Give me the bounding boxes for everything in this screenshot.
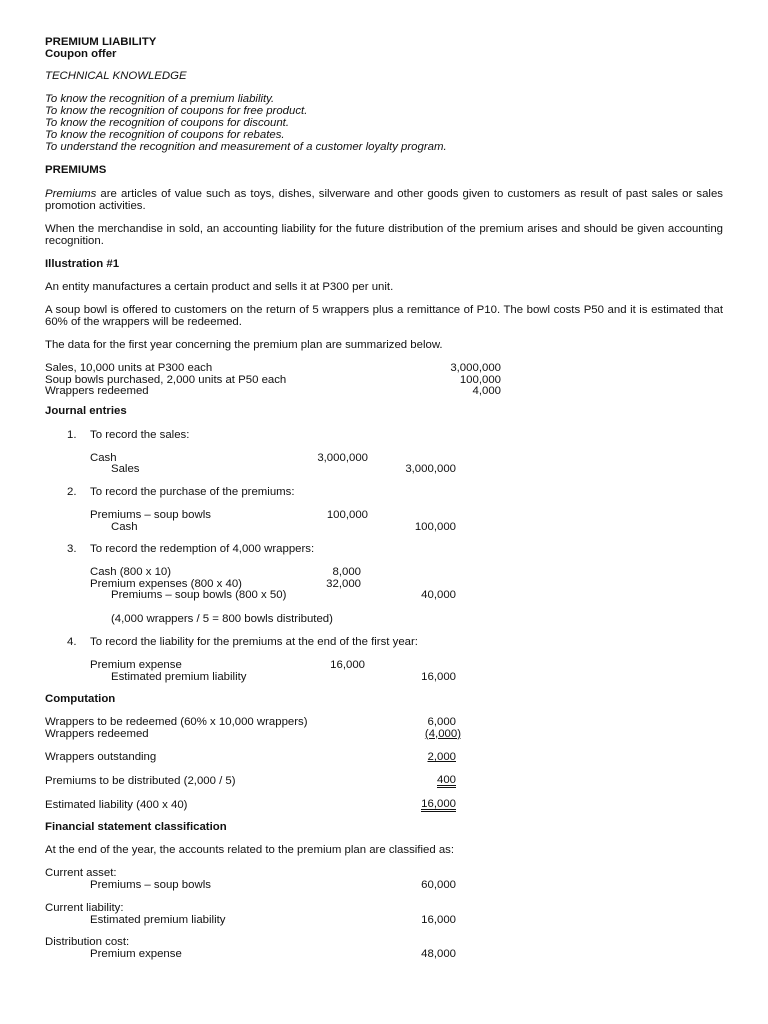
computation-row [45,775,725,787]
account-name: Estimated premium liability [111,670,247,683]
account-name: Premiums – soup bowls (800 x 50) [111,589,287,602]
classification-row [45,948,725,960]
illustration-paragraph: A soup bowl is offered to customers on the return of 5 wrappers plus a remittance of P10. The bowl costs P50 and it is estimated that 60% of the wrappers will be redeemed. [45,304,723,328]
computation-value: 400 [436,773,456,786]
objectives-list [45,93,725,153]
premiums-paragraph: When the merchandise in sold, an accounting liability for the future distribution of the premium arises and should be given accounting recognition. [45,223,723,247]
illustration-paragraph: An entity manufactures a certain product and sells it at P300 per unit. [45,281,394,293]
entry-description: To record the liability for the premiums at the end of the first year: [90,635,418,648]
computation-label: Wrappers redeemed [45,727,149,740]
account-name: Cash [90,451,117,464]
entry-description: To record the sales: [90,428,190,441]
data-label: Sales, 10,000 units at P300 each [45,362,213,374]
journal-entry [45,486,725,498]
classification-group [45,867,725,891]
computation-value: (4,000) [424,727,461,740]
classification-group [45,902,725,926]
page-title: PREMIUM LIABILITY [45,36,157,48]
section-label: TECHNICAL KNOWLEDGE [45,70,187,82]
computation-row [45,751,725,763]
document-page [45,36,725,960]
classification-category: Current asset: [45,867,117,880]
objective-item: To know the recognition of coupons for free product. [45,105,308,117]
classification-group [45,936,725,960]
credit-amount: 40,000 [421,589,456,602]
account-name: Cash [111,520,138,533]
entry-lines [45,452,725,475]
entry-lines [45,659,725,682]
journal-line [45,659,725,671]
credit-amount: 100,000 [414,520,456,533]
entry-number: 2. [67,485,77,498]
debit-amount: 16,000 [330,658,365,671]
entry-note: (4,000 wrappers / 5 = 800 bowls distributed) [111,612,333,625]
entry-number: 4. [67,635,77,648]
classification-category: Distribution cost: [45,936,130,949]
classification-heading: Financial statement classification [45,821,227,834]
entry-lines [45,566,725,601]
computation-label: Estimated liability (400 x 40) [45,798,188,811]
journal-line [45,452,725,464]
objective-item: To know the recognition of coupons for discount. [45,117,289,129]
premiums-term: Premiums [45,188,97,200]
computation-label: Premiums to be distributed (2,000 / 5) [45,774,236,787]
data-value: 100,000 [459,373,501,386]
account-name: Cash (800 x 10) [90,566,172,579]
journal-line [45,463,725,475]
debit-amount: 3,000,000 [317,451,368,464]
debit-amount: 8,000 [332,566,361,579]
computation-label: Wrappers outstanding [45,751,157,764]
journal-entry [45,429,725,441]
objective-item: To know the recognition of a premium liability. [45,93,275,105]
debit-amount: 32,000 [326,577,361,590]
credit-amount: 16,000 [421,670,456,683]
data-value: 4,000 [472,385,501,398]
computation-heading: Computation [45,693,116,706]
illustration-heading: Illustration #1 [45,258,120,270]
classification-row [45,879,725,891]
illustration-data-table [45,362,725,397]
classification-category: Current liability: [45,901,124,914]
account-name: Premiums – soup bowls [90,508,211,521]
journal-line [45,521,725,533]
premiums-definition [45,188,723,212]
journal-line [45,671,725,683]
journal-entry [45,636,725,648]
journal-line [45,566,725,578]
data-value: 3,000,000 [450,362,501,374]
entry-number: 1. [67,428,77,441]
data-label: Soup bowls purchased, 2,000 units at P50 each [45,373,287,386]
classification-value: 16,000 [421,913,456,926]
journal-line [45,509,725,521]
computation-value: 6,000 [427,716,456,729]
entry-description: To record the purchase of the premiums: [90,485,295,498]
entry-number: 3. [67,543,77,556]
journal-line [45,589,725,601]
objective-item: To understand the recognition and measurement of a customer loyalty program. [45,141,447,153]
illustration-paragraph: The data for the first year concerning the premium plan are summarized below. [45,339,443,351]
computation-value: 2,000 [427,751,456,764]
computation-value: 16,000 [421,797,456,810]
account-name: Premium expenses (800 x 40) [90,577,242,590]
objective-item: To know the recognition of coupons for rebates. [45,129,285,141]
account-name: Premium expense [90,658,182,671]
credit-amount: 3,000,000 [405,463,456,476]
classification-row [45,914,725,926]
data-label: Wrappers redeemed [45,385,149,398]
computation-row [45,799,725,811]
entry-lines [45,509,725,532]
premiums-heading: PREMIUMS [45,164,107,176]
premiums-definition-text: are articles of value such as toys, dishes, silverware and other goods given to customers as result of past sales or sales promotion activities. [45,188,723,212]
computation-label: Wrappers to be redeemed (60% x 10,000 wrappers) [45,716,308,729]
computation-table [45,716,725,810]
data-row [45,374,725,386]
entry-description: To record the redemption of 4,000 wrappers: [90,543,315,556]
classification-value: 48,000 [421,948,456,961]
computation-row [45,716,725,728]
journal-line [45,578,725,590]
data-row [45,385,725,397]
classification-account: Estimated premium liability [90,913,226,926]
debit-amount: 100,000 [326,508,368,521]
classification-account: Premium expense [90,948,182,961]
classification-intro: At the end of the year, the accounts related to the premium plan are classified as: [45,844,455,857]
data-row [45,362,725,374]
classification-account: Premiums – soup bowls [90,879,211,892]
journal-entry [45,543,725,555]
account-name: Sales [111,463,140,476]
classification-value: 60,000 [421,879,456,892]
journal-heading: Journal entries [45,404,127,417]
computation-row [45,728,725,740]
page-subtitle: Coupon offer [45,48,117,60]
